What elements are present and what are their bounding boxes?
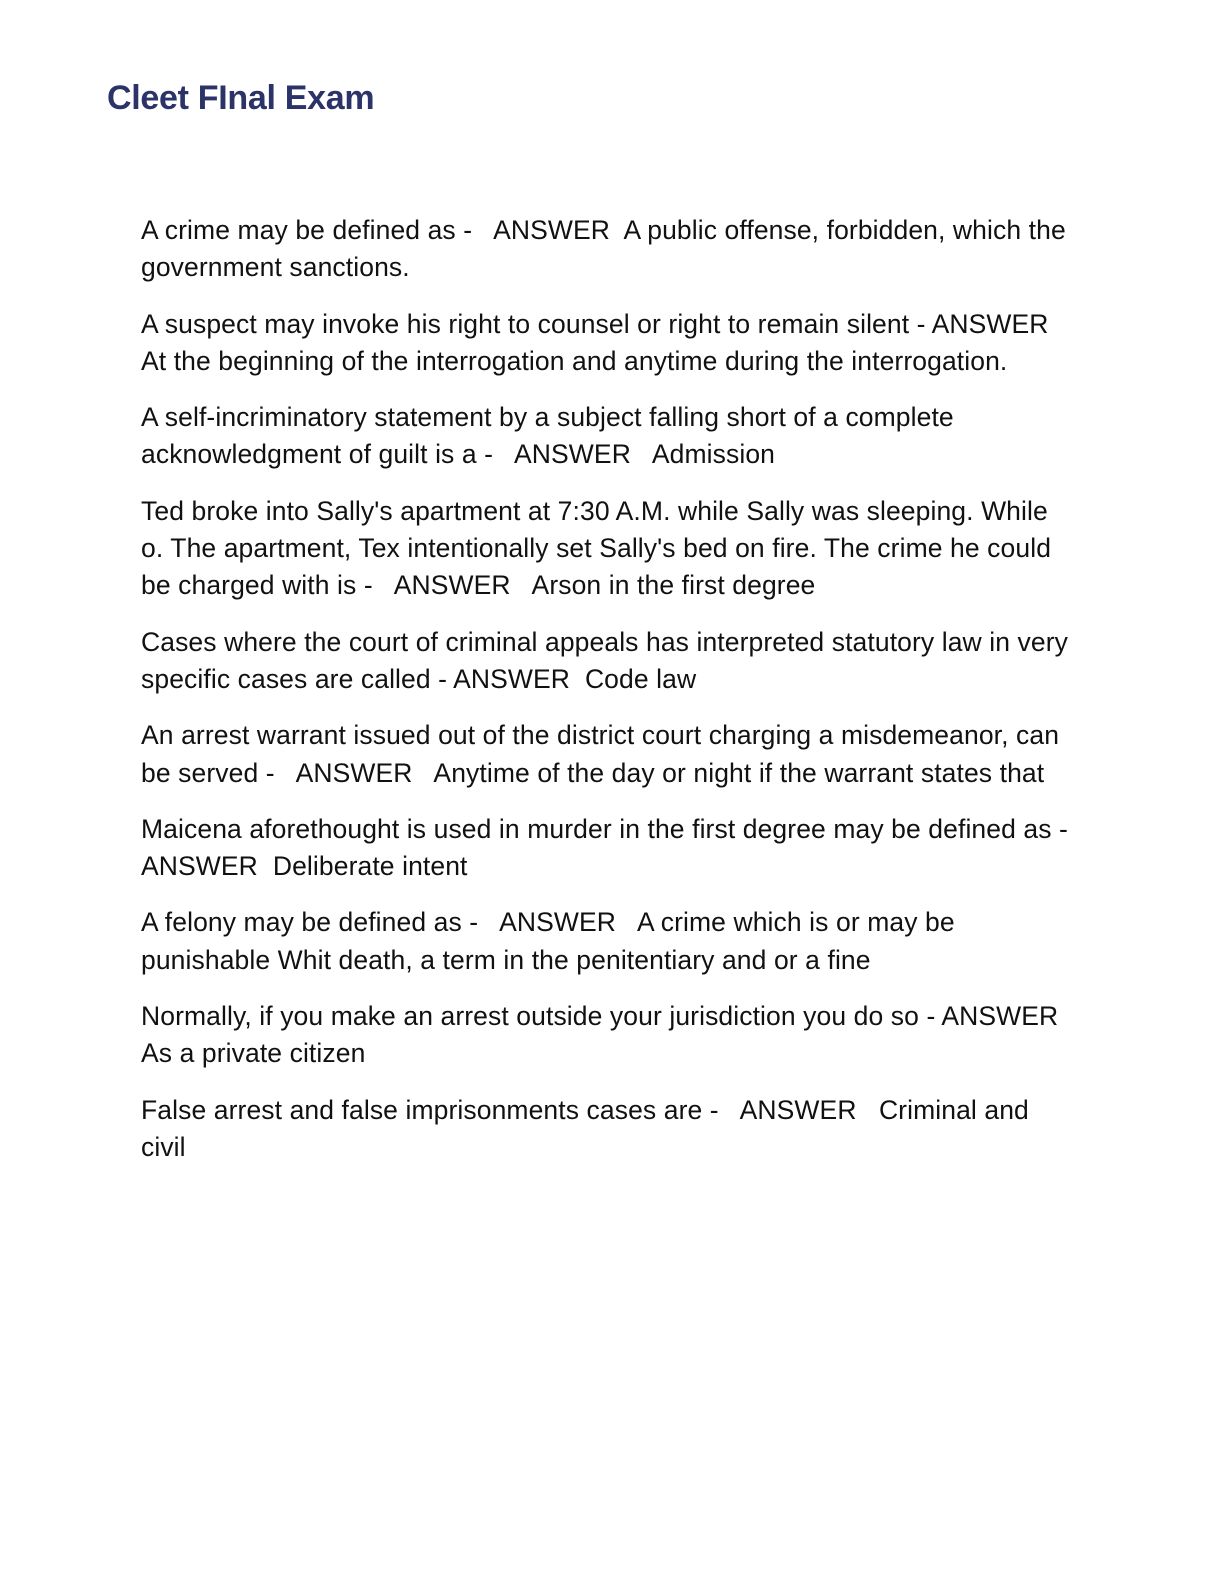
qa-item bbox=[141, 493, 1071, 605]
qa-text: Cases where the court of criminal appeals has interpreted statutory law in very specific cases are called - ANSWER Code law bbox=[141, 626, 1076, 694]
qa-text: A crime may be defined as - ANSWER A public offense, forbidden, which the government sanctions. bbox=[141, 215, 1074, 283]
qa-item bbox=[141, 306, 1071, 381]
qa-text: Normally, if you make an arrest outside your jurisdiction you do so - ANSWER As a private citizen bbox=[141, 1001, 1072, 1069]
qa-text: Maicena aforethought is used in murder in the first degree may be defined as - ANSWER Deliberate intent bbox=[141, 813, 1082, 882]
qa-text: An arrest warrant issued out of the district court charging a misdemeanor, can be served - ANSWER Anytime of the day or night if the warrant states that bbox=[141, 720, 1067, 788]
qa-item bbox=[141, 624, 1076, 699]
qa-text: A self-incriminatory statement by a subject falling short of a complete acknowledgment of guilt is a - ANSWER Admission bbox=[141, 402, 962, 470]
qa-item bbox=[141, 811, 1082, 886]
qa-item bbox=[141, 904, 1071, 979]
qa-item bbox=[141, 212, 1074, 287]
qa-item bbox=[141, 998, 1071, 1073]
qa-text: False arrest and false imprisonments cases are - ANSWER Criminal and civil bbox=[141, 1094, 1037, 1162]
qa-item bbox=[141, 717, 1071, 792]
qa-list bbox=[141, 212, 1082, 1185]
qa-item bbox=[141, 399, 1071, 474]
qa-text: A felony may be defined as - ANSWER A crime which is or may be punishable Whit death, a term in the penitentiary and or a fine bbox=[141, 907, 963, 975]
qa-item bbox=[141, 1092, 1071, 1167]
qa-text: A suspect may invoke his right to counsel or right to remain silent - ANSWER At the beginning of the interrogation and anytime during the interrogation. bbox=[141, 308, 1062, 376]
document-title: Cleet FInal Exam bbox=[107, 79, 375, 117]
qa-text: Ted broke into Sally's apartment at 7:30 A.M. while Sally was sleeping. While o. The apartment, Tex intentionally set Sally's bed on fire. The crime he could be charged with is - ANSWER Arson in the first degree bbox=[141, 495, 1059, 601]
